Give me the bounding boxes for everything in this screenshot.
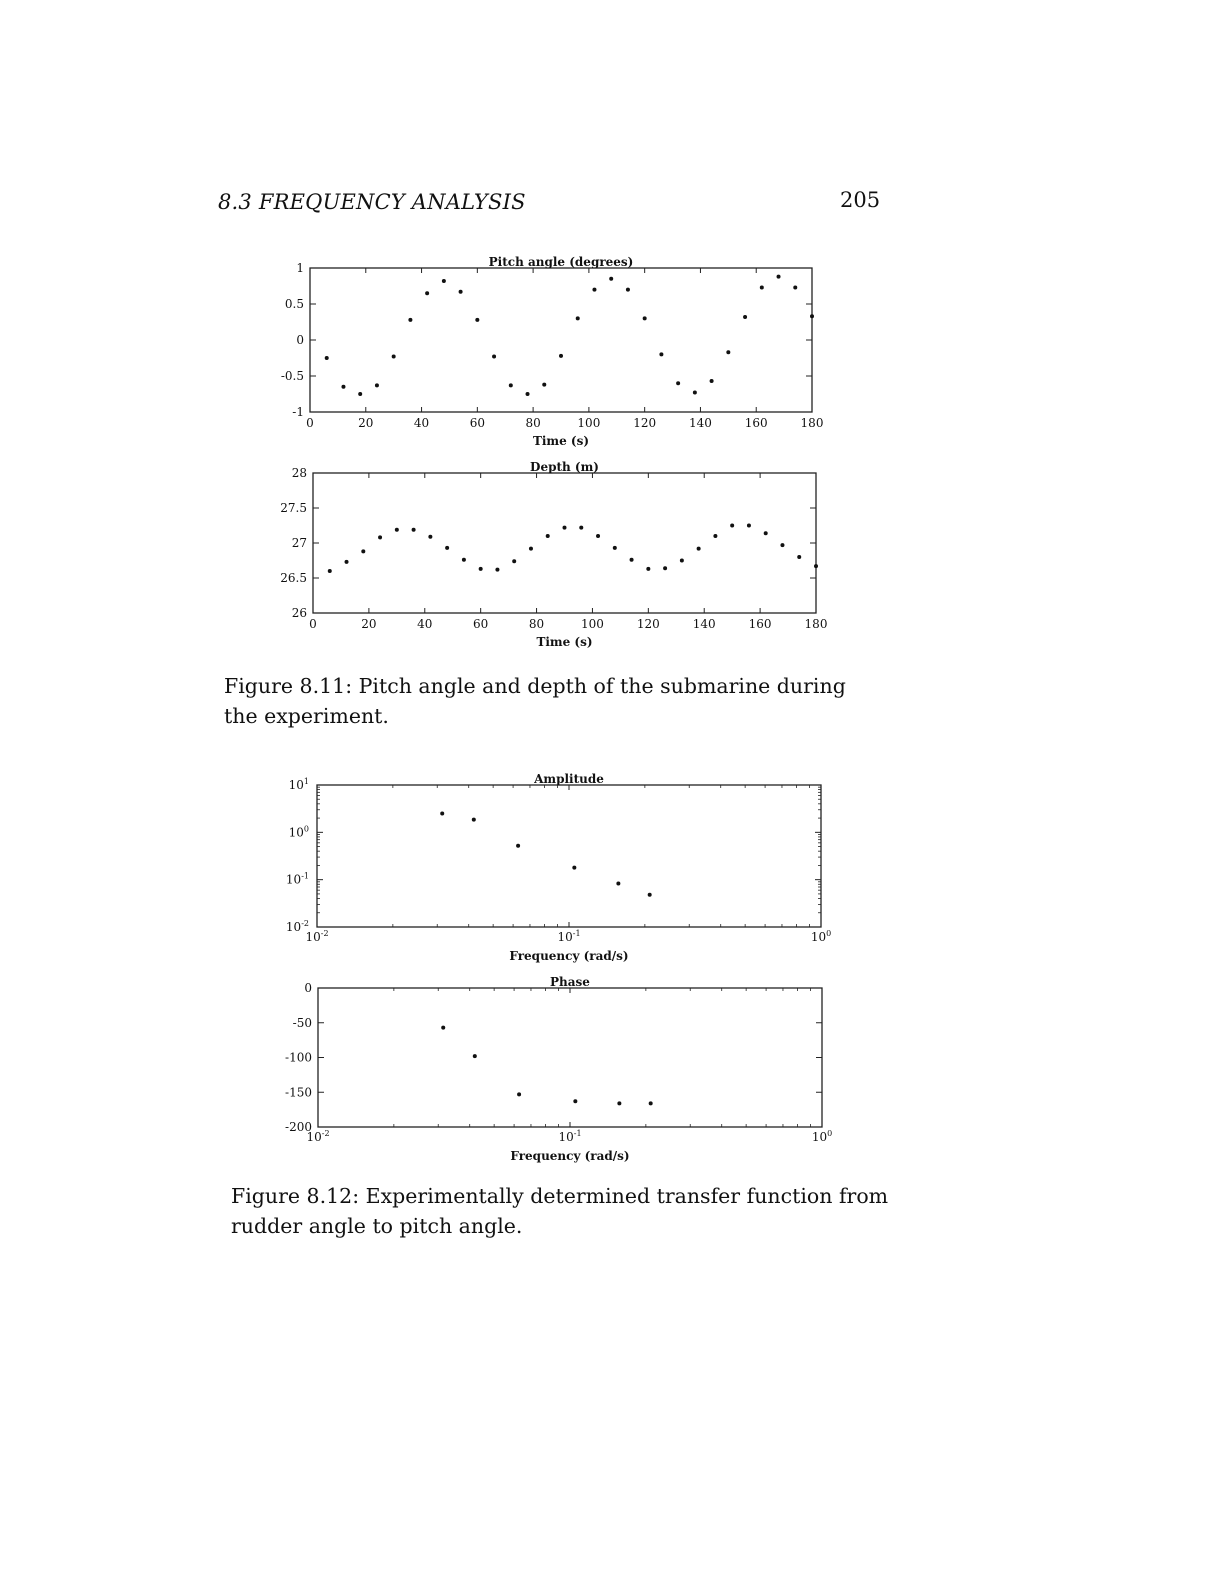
plot-frame bbox=[318, 988, 822, 1127]
x-tick-label: $10^0$ bbox=[811, 1129, 833, 1144]
plot-title: Pitch angle (degrees) bbox=[488, 255, 634, 269]
y-tick-label: $10^{-1}$ bbox=[285, 871, 309, 887]
x-tick-label: 20 bbox=[358, 416, 374, 430]
x-tick-label: 80 bbox=[528, 617, 545, 631]
data-point bbox=[441, 1026, 445, 1030]
x-axis-label: Frequency (rad/s) bbox=[509, 949, 629, 963]
x-tick-label: 60 bbox=[469, 416, 485, 430]
x-tick-label: 120 bbox=[636, 617, 660, 631]
x-tick-label: 0 bbox=[309, 617, 317, 631]
x-tick-label: 60 bbox=[473, 617, 489, 631]
y-tick-label: 0 bbox=[296, 333, 304, 347]
y-tick-label: 28 bbox=[291, 466, 307, 480]
y-tick-label: -200 bbox=[285, 1120, 312, 1134]
x-axis-label: Time (s) bbox=[536, 635, 593, 649]
data-point bbox=[649, 1101, 653, 1105]
data-point bbox=[573, 1099, 577, 1103]
figure-8-11-caption: Figure 8.11: Pitch angle and depth of the submarine during the experiment. bbox=[224, 674, 846, 728]
x-tick-label: 140 bbox=[692, 617, 716, 631]
data-point bbox=[473, 1054, 477, 1058]
y-tick-label: -0.5 bbox=[280, 369, 304, 383]
x-tick-label: $10^{-2}$ bbox=[306, 1129, 330, 1144]
y-tick-label: $10^1$ bbox=[288, 777, 309, 792]
x-tick-label: 160 bbox=[748, 617, 772, 631]
y-tick-label: $10^{-2}$ bbox=[285, 919, 309, 934]
x-tick-label: 180 bbox=[800, 416, 824, 430]
y-tick-label: $10^0$ bbox=[288, 824, 309, 840]
x-tick-label: 20 bbox=[361, 617, 377, 631]
plot-title: Phase bbox=[550, 975, 590, 989]
y-tick-label: 1 bbox=[296, 261, 304, 275]
x-tick-label: 180 bbox=[804, 617, 828, 631]
x-tick-label: 80 bbox=[525, 416, 541, 430]
x-tick-label: 40 bbox=[413, 416, 430, 430]
x-tick-label: 160 bbox=[744, 416, 768, 430]
y-tick-label: 27 bbox=[291, 536, 307, 550]
y-tick-label: -1 bbox=[292, 405, 304, 419]
figure-8-12-caption: Figure 8.12: Experimentally determined transfer function from rudder angle to pitch angle. bbox=[231, 1184, 889, 1238]
y-tick-label: 26 bbox=[291, 606, 307, 620]
x-tick-label: 120 bbox=[633, 416, 657, 430]
x-tick-label: $10^{-2}$ bbox=[305, 929, 329, 944]
data-point bbox=[617, 1101, 621, 1105]
x-tick-label: $10^{-1}$ bbox=[558, 1129, 582, 1144]
x-tick-label: $10^{-1}$ bbox=[557, 929, 581, 944]
page-number: 205 bbox=[840, 188, 881, 212]
x-tick-label: 0 bbox=[306, 416, 314, 430]
x-tick-label: $10^0$ bbox=[810, 929, 832, 944]
x-axis-label: Frequency (rad/s) bbox=[510, 1149, 630, 1163]
y-tick-label: -100 bbox=[285, 1050, 312, 1065]
y-tick-label: -50 bbox=[292, 1015, 312, 1030]
y-tick-label: 26.5 bbox=[280, 571, 307, 585]
plot-title: Amplitude bbox=[534, 772, 604, 786]
x-tick-label: 100 bbox=[577, 416, 601, 430]
x-axis-label: Time (s) bbox=[532, 434, 590, 448]
y-tick-label: 27.5 bbox=[280, 501, 307, 515]
running-head: 8.3 FREQUENCY ANALYSIS bbox=[218, 190, 526, 214]
y-tick-label: 0.5 bbox=[284, 297, 304, 311]
y-tick-label: -150 bbox=[285, 1085, 312, 1100]
x-tick-label: 100 bbox=[580, 617, 604, 631]
plot-title: Depth (m) bbox=[530, 460, 599, 474]
x-tick-label: 40 bbox=[417, 617, 433, 631]
data-point bbox=[517, 1092, 521, 1096]
y-tick-label: 0 bbox=[304, 981, 312, 995]
x-tick-label: 140 bbox=[688, 416, 712, 430]
